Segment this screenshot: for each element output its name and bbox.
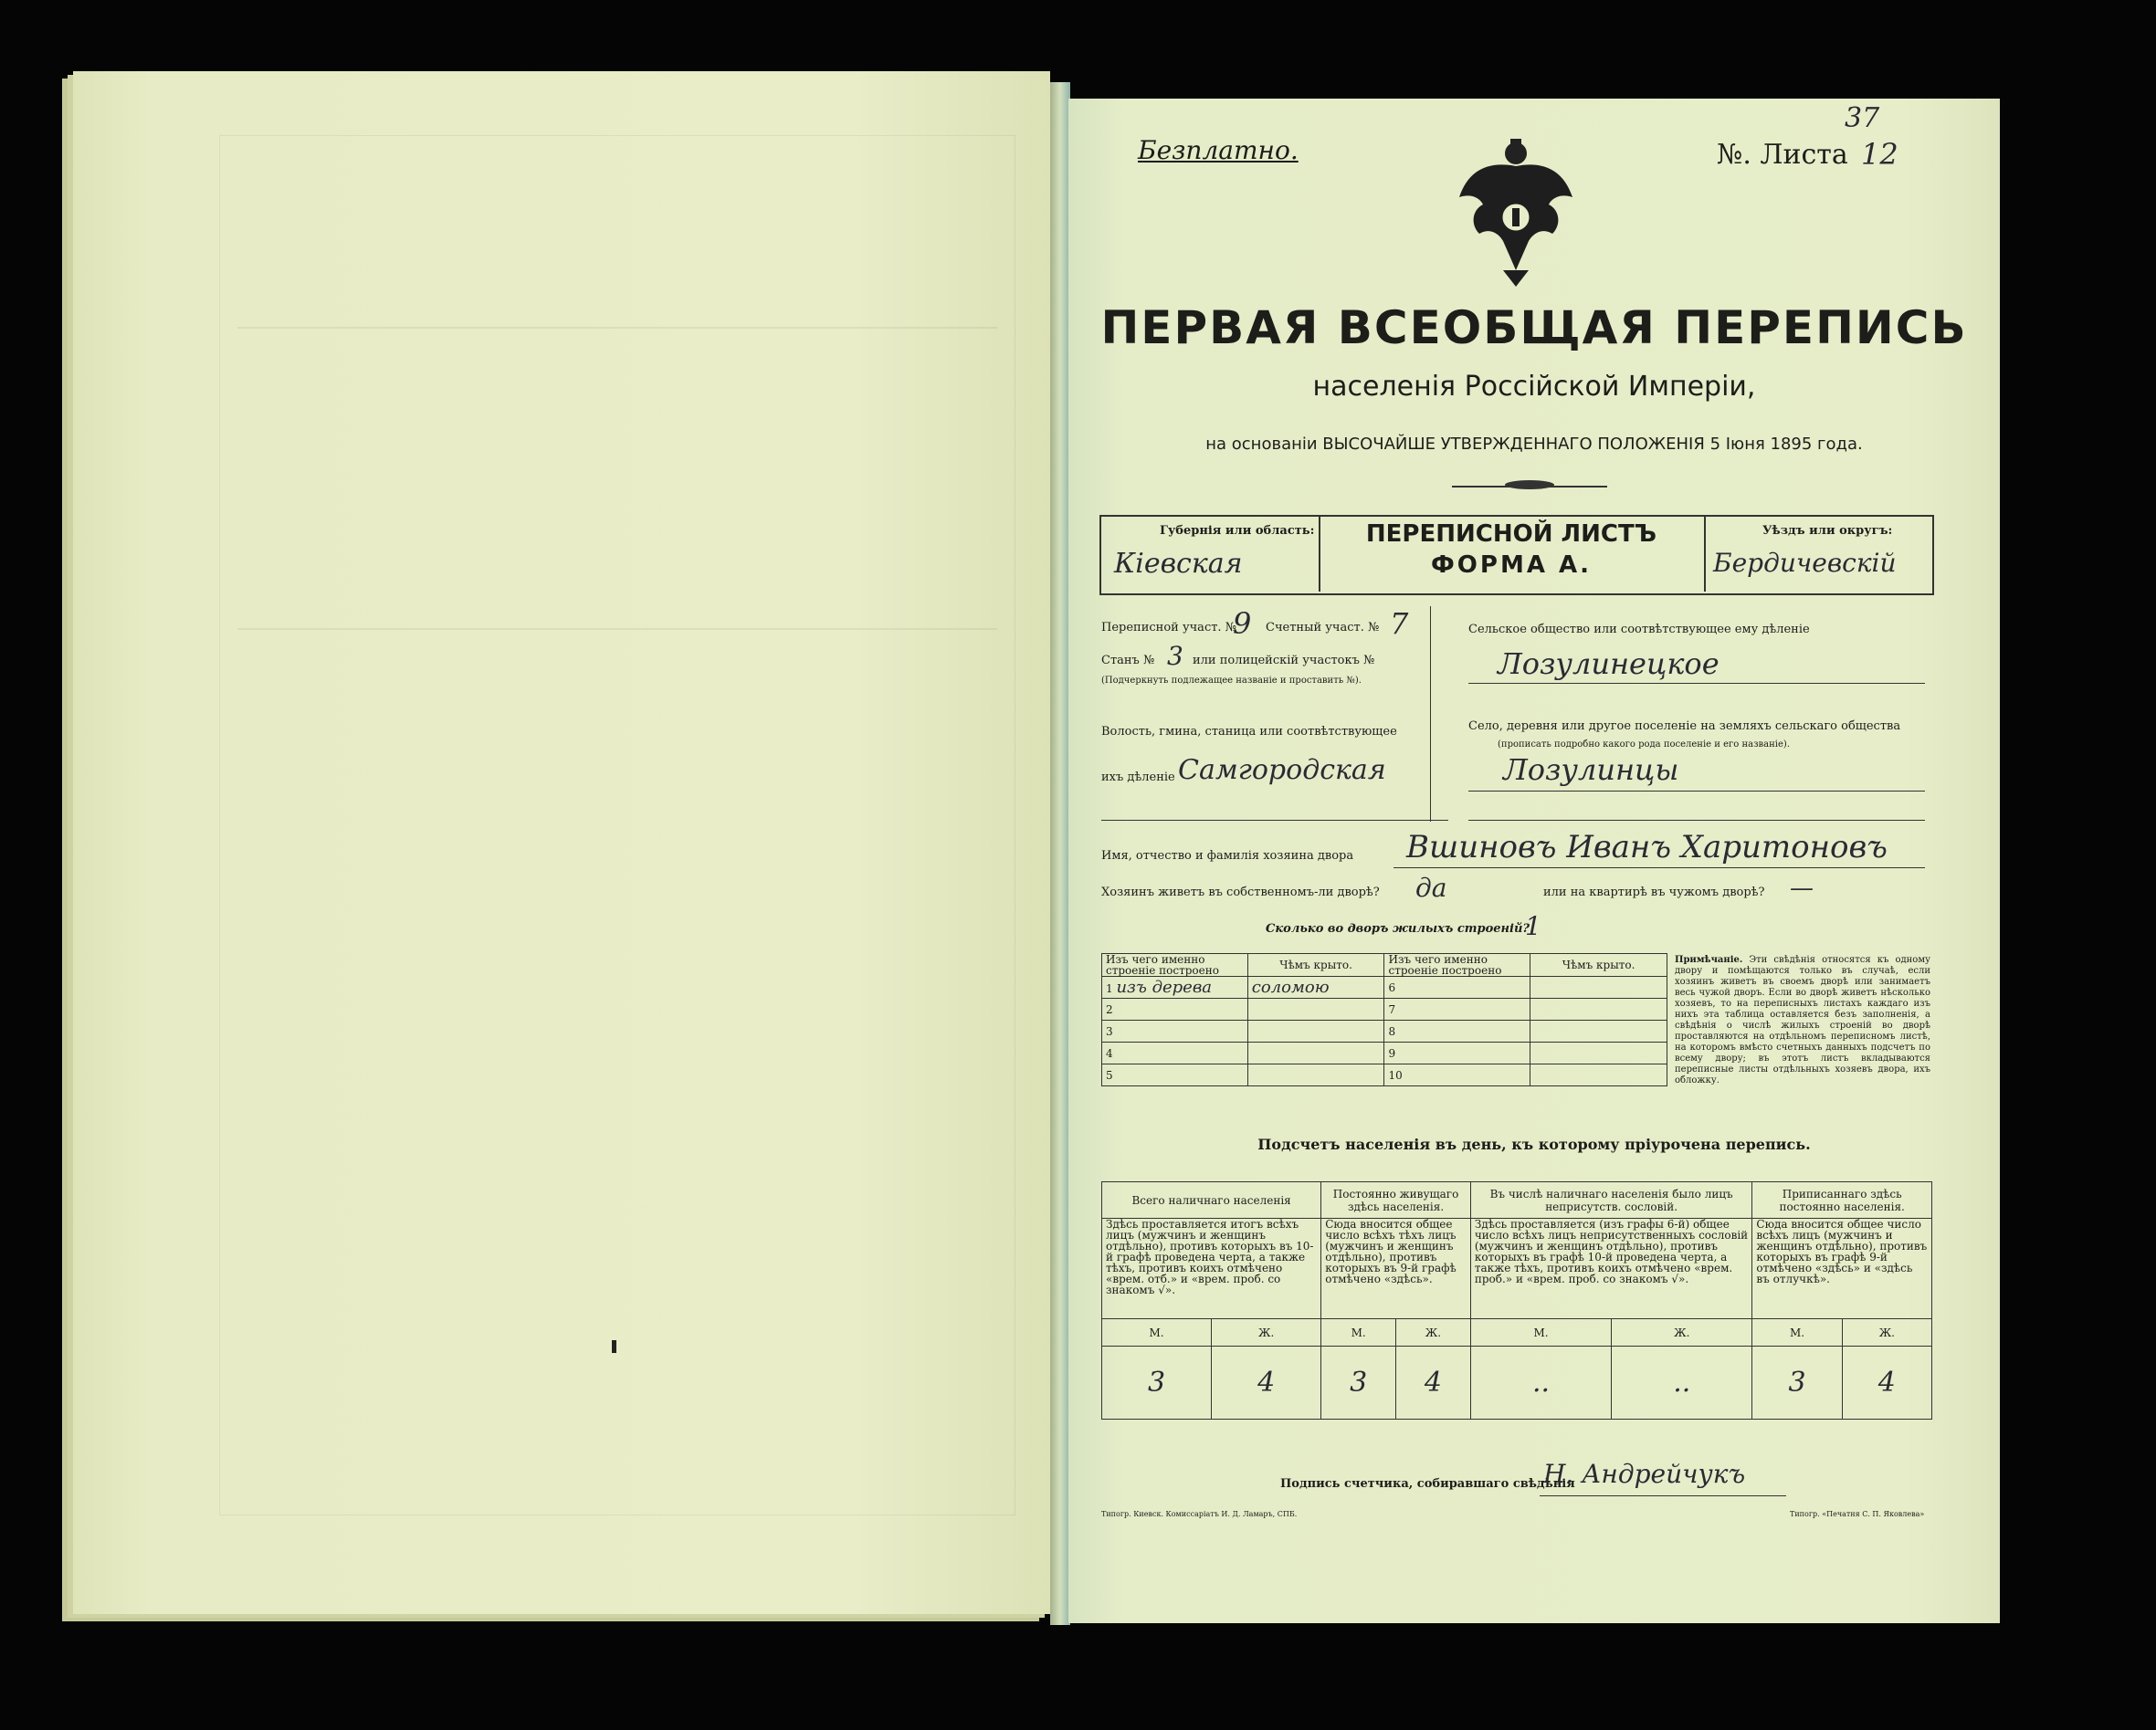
female-header: Ж. bbox=[1612, 1319, 1752, 1347]
group-desc: Здѣсь проставляется итогъ всѣхъ лицъ (мужчинъ и женщинъ отдѣльно), противъ которыхъ въ 10-й графѣ проведена черта, а также тѣхъ, противъ коихъ отмѣчено «врем. отб.» и «врем. проб. со знакомъ √». bbox=[1102, 1219, 1321, 1319]
printer-imprint-right: Типогр. «Печатня С. П. Яковлева» bbox=[1790, 1510, 1925, 1518]
female-count: 4 bbox=[1212, 1347, 1321, 1420]
volost-label-2: ихъ дѣленіе bbox=[1101, 771, 1175, 784]
table-row: 4 9 bbox=[1102, 1043, 1667, 1064]
group-desc: Сюда вносится общее число всѣхъ тѣхъ лицъ (мужчинъ и женщинъ отдѣльно), противъ которыхъ въ 9-й графѣ отмѣчено «здѣсь». bbox=[1321, 1219, 1471, 1319]
field-rule bbox=[1468, 683, 1925, 684]
male-header: М. bbox=[1470, 1319, 1611, 1347]
table-row: 1 изъ дерева соломою 6 bbox=[1102, 977, 1667, 999]
male-count: .. bbox=[1470, 1347, 1611, 1420]
province-label: Губернія или область: bbox=[1160, 524, 1315, 538]
district-label: Уѣздъ или округъ: bbox=[1762, 524, 1893, 538]
buildings-label: Сколько во дворъ жилыхъ строеній? bbox=[1266, 922, 1530, 936]
male-count: 3 bbox=[1752, 1347, 1842, 1420]
counting-section-label: Счетный участ. № bbox=[1266, 621, 1380, 634]
group-head-registered: Приписаннаго здѣсь постоянно населенія. bbox=[1752, 1182, 1932, 1219]
col-material-left: Изъ чего именно строеніе построено bbox=[1102, 954, 1248, 977]
female-header: Ж. bbox=[1842, 1319, 1931, 1347]
page-number-handwritten: 37 bbox=[1845, 102, 1880, 134]
note-label: Примѣчаніе. bbox=[1675, 955, 1743, 965]
col-material-right: Изъ чего именно строеніе построено bbox=[1384, 954, 1530, 977]
police-section-label: или полицейскій участокъ № bbox=[1193, 654, 1375, 667]
stan-label: Станъ № bbox=[1101, 654, 1155, 667]
signature-value: Н. Андрейчукъ bbox=[1543, 1459, 1746, 1489]
buildings-table bbox=[1101, 953, 1667, 1086]
sheet-number-label: №. Листа bbox=[1717, 139, 1848, 171]
society-label: Сельское общество или соотвѣтствующее ему дѣленіе bbox=[1468, 623, 1810, 636]
field-rule bbox=[1394, 867, 1925, 868]
group-desc: Здѣсь проставляется (изъ графы 6-й) общее число всѣхъ лицъ неприсутственныхъ сословій (мужчинъ и женщинъ отдѣльно), противъ которыхъ въ графѣ 10-й проведена черта, а также тѣхъ, противъ коихъ отмѣчено «врем. проб.» и «врем. проб. со знакомъ √». bbox=[1470, 1219, 1752, 1319]
roof-value: соломою bbox=[1251, 978, 1330, 997]
table-row: 2 7 bbox=[1102, 999, 1667, 1021]
group-head-non-resident: Въ числѣ наличнаго населенія было лицъ неприсутств. сословій. bbox=[1470, 1182, 1752, 1219]
col-roof-right: Чѣмъ крыто. bbox=[1530, 954, 1667, 977]
note-text: Эти свѣдѣнія относятся къ одному двору и помѣщаются только въ случаѣ, если хозяинъ живетъ въ своемъ дворѣ или занимаетъ весь чужой дворъ. Если во дворѣ живетъ нѣсколько хозяевъ, то на переписныхъ листахъ каждаго изъ нихъ эта таблица оставляется безъ заполненія, а свѣдѣнія о числѣ жилыхъ строеній во дворѣ проставляются на отдѣльномъ переписномъ листѣ, на которомъ вмѣсто счетныхъ данныхъ подсчетъ по всему двору; въ этотъ листъ вкладываются переписные листы отдѣльныхъ хозяевъ двора, ихъ обложку. bbox=[1675, 955, 1930, 1085]
group-head-permanent: Постоянно живущаго здѣсь населенія. bbox=[1321, 1182, 1471, 1219]
apartment-value: — bbox=[1790, 875, 1814, 902]
female-header: Ж. bbox=[1212, 1319, 1321, 1347]
double-headed-eagle-icon bbox=[1452, 133, 1580, 288]
form-header-divider bbox=[1704, 515, 1706, 592]
society-value: Лозулинецкое bbox=[1498, 646, 1720, 681]
owner-value: Вшиновъ Иванъ Харитоновъ bbox=[1406, 829, 1888, 865]
owner-label: Имя, отчество и фамилія хозяина двора bbox=[1101, 849, 1354, 863]
material-value: изъ дерева bbox=[1116, 978, 1213, 997]
female-header: Ж. bbox=[1396, 1319, 1471, 1347]
sheet-number-value: 12 bbox=[1861, 137, 1898, 172]
table-row: 5 10 bbox=[1102, 1064, 1667, 1086]
lives-value: да bbox=[1415, 873, 1447, 903]
census-section-label: Переписной участ. № bbox=[1101, 621, 1236, 634]
apartment-label: или на квартирѣ въ чужомъ дворѣ? bbox=[1543, 886, 1765, 899]
stan-value: 3 bbox=[1167, 641, 1183, 671]
volost-label: Волость, гмина, станица или соотвѣтствующее bbox=[1101, 725, 1397, 739]
note-block bbox=[1675, 955, 1930, 1086]
ink-spot bbox=[612, 1340, 616, 1353]
form-title: ПЕРЕПИСНОЙ ЛИСТЪ bbox=[1365, 520, 1657, 548]
village-label: Село, деревня или другое поселеніе на земляхъ сельскаго общества bbox=[1468, 719, 1901, 733]
bleed-through-line bbox=[237, 628, 997, 630]
page-subtitle: населенія Россійской Имперіи, bbox=[1312, 371, 1756, 403]
female-count: 4 bbox=[1842, 1347, 1931, 1420]
bleed-through-frame bbox=[219, 135, 1015, 1515]
field-rule bbox=[1101, 820, 1448, 821]
counting-section-value: 7 bbox=[1390, 606, 1409, 641]
group-head-total: Всего наличнаго населенія bbox=[1102, 1182, 1321, 1219]
table-row: 3 8 bbox=[1102, 1021, 1667, 1043]
population-title: Подсчетъ населенія въ день, къ которому пріурочена перепись. bbox=[1257, 1136, 1811, 1153]
volost-value: Самгородская bbox=[1178, 754, 1386, 786]
printer-imprint-left: Типогр. Киевск. Комиссаріатъ И. Д. Ламаръ, СПБ. bbox=[1101, 1510, 1298, 1518]
field-rule bbox=[1468, 791, 1925, 792]
buildings-value: 1 bbox=[1525, 911, 1541, 941]
col-roof-left: Чѣмъ крыто. bbox=[1247, 954, 1384, 977]
group-desc: Сюда вносится общее число всѣхъ лицъ (мужчинъ и женщинъ отдѣльно), противъ которыхъ въ графѣ 9-й отмѣчено «здѣсь» и «здѣсь въ отлучкѣ». bbox=[1752, 1219, 1932, 1319]
underline-note: (Подчеркнуть подлежащее названіе и проставить №). bbox=[1101, 676, 1362, 686]
bleed-through-line bbox=[237, 327, 997, 329]
field-rule bbox=[1468, 820, 1925, 821]
male-header: М. bbox=[1102, 1319, 1212, 1347]
decree-basis: на основаніи ВЫСОЧАЙШЕ УТВЕРЖДЕННАГО ПОЛОЖЕНІЯ 5 Іюня 1895 года. bbox=[1205, 435, 1863, 454]
signature-label: Подпись счетчика, собиравшаго свѣдѣнія bbox=[1280, 1477, 1575, 1491]
free-label: Безплатно. bbox=[1138, 135, 1299, 165]
census-section-value: 9 bbox=[1233, 606, 1252, 641]
lives-label: Хозяинъ живетъ въ собственномъ-ли дворѣ? bbox=[1101, 886, 1380, 899]
male-count: 3 bbox=[1321, 1347, 1396, 1420]
male-header: М. bbox=[1752, 1319, 1842, 1347]
left-page bbox=[73, 71, 1050, 1614]
male-header: М. bbox=[1321, 1319, 1396, 1347]
female-count: 4 bbox=[1396, 1347, 1471, 1420]
column-divider bbox=[1430, 606, 1431, 822]
population-table bbox=[1101, 1181, 1932, 1420]
book-spine bbox=[1050, 82, 1070, 1625]
census-form-page bbox=[1068, 99, 2000, 1623]
village-value: Лозулинцы bbox=[1503, 752, 1679, 787]
female-count: .. bbox=[1612, 1347, 1752, 1420]
village-note: (прописать подробно какого рода поселеніе и его названіе). bbox=[1498, 739, 1790, 750]
form-subtitle: ФОРМА А. bbox=[1431, 551, 1592, 579]
signature-rule bbox=[1540, 1495, 1786, 1496]
ornament-center bbox=[1505, 480, 1554, 489]
page-title: ПЕРВАЯ ВСЕОБЩАЯ ПЕРЕПИСЬ bbox=[1100, 301, 1968, 354]
province-value: Кіевская bbox=[1114, 548, 1243, 580]
male-count: 3 bbox=[1102, 1347, 1212, 1420]
district-value: Бердичевскій bbox=[1713, 548, 1897, 578]
